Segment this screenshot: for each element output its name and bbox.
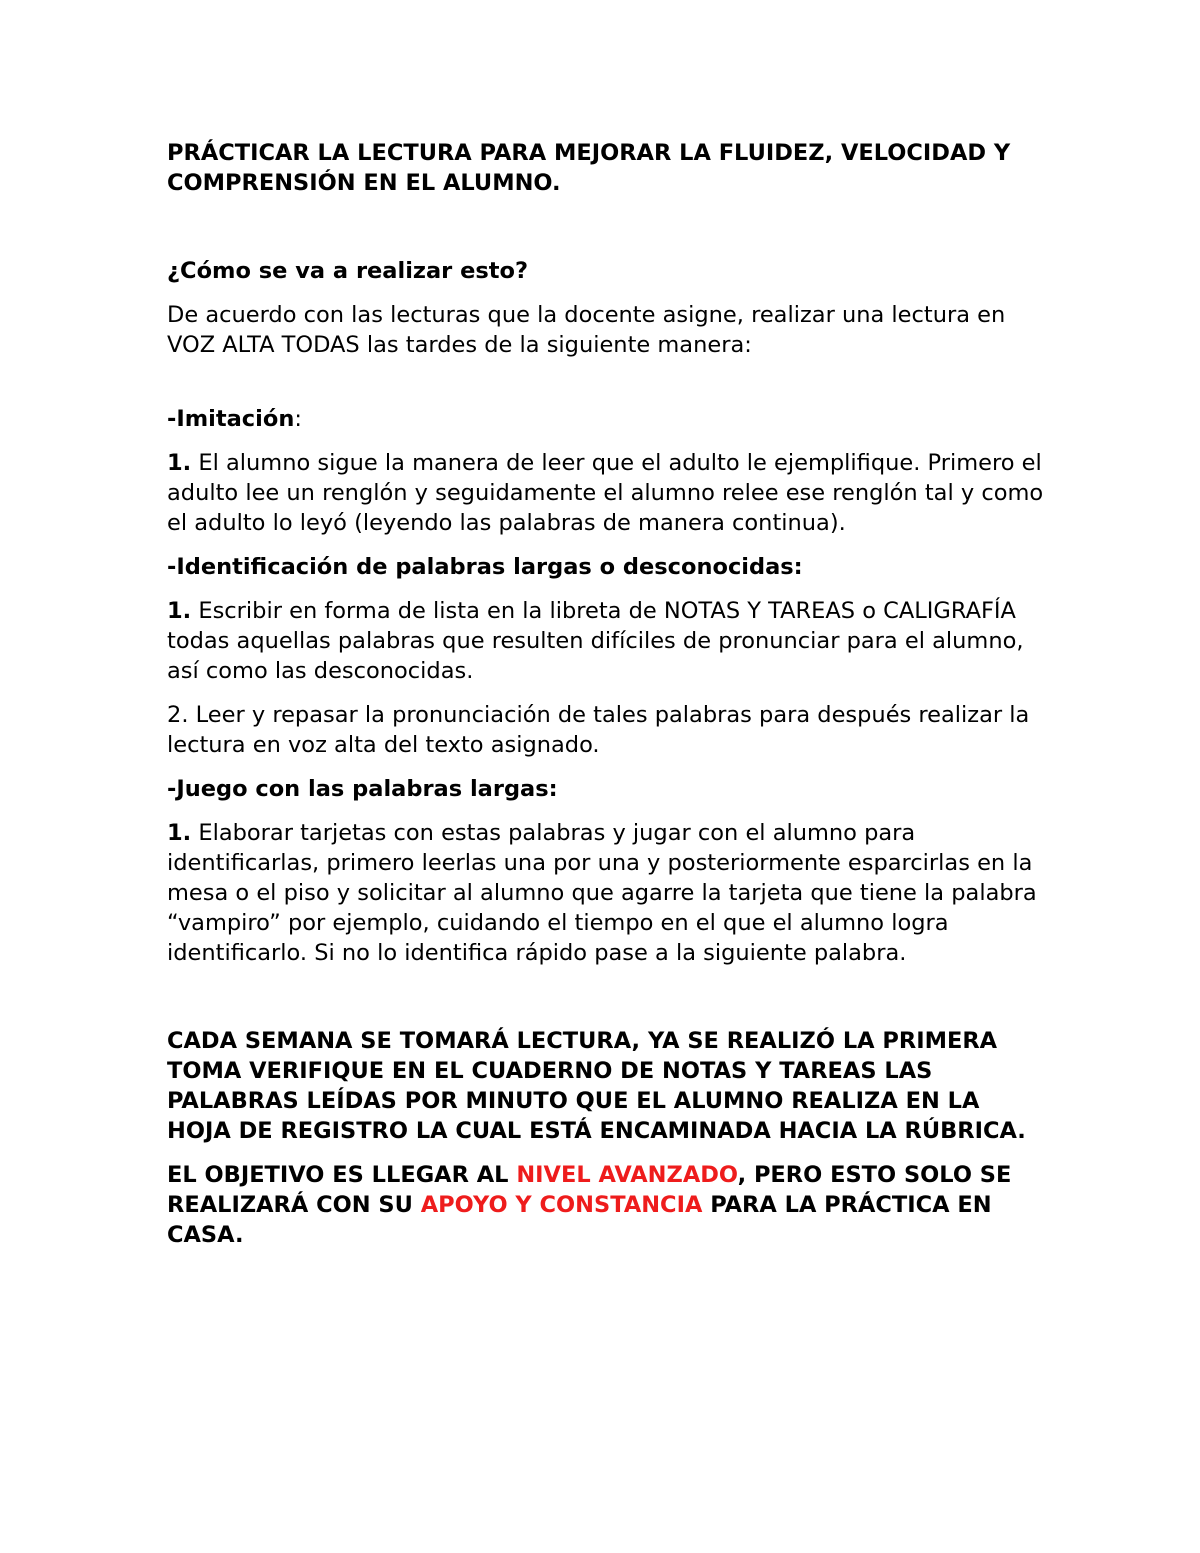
list-item [167,818,1047,968]
list-item [167,448,1047,538]
section-heading-juego [167,774,1047,804]
item-text: El alumno sigue la manera de leer que el adulto le ejemplifique. Primero el adulto lee un renglón y seguidamente el alumno relee ese renglón tal y como el adulto lo leyó (leyendo las palabras de manera continua). [167,450,1044,536]
section-heading-text: -Imitación [167,406,295,432]
list-item [167,596,1047,686]
item-number: 1. [167,820,192,846]
document-title: PRÁCTICAR LA LECTURA PARA MEJORAR LA FLUIDEZ, VELOCIDAD Y COMPRENSIÓN EN EL ALUMNO. [167,140,1011,196]
section-heading-text: -Juego con las palabras largas: [167,776,558,802]
objective-part-1: EL OBJETIVO ES LLEGAR AL [167,1162,517,1188]
document-page [167,138,1047,1250]
objective-part-3: PARA LA PRÁCTICA EN CASA. [167,1192,992,1248]
objective-highlight-nivel: NIVEL AVANZADO [516,1162,738,1188]
section-heading-text: -Identificación de palabras largas o desconocidas: [167,554,803,580]
objective-part-2: , PERO ESTO SOLO SE REALIZARÁ CON SU [167,1162,1012,1218]
section-heading-identificacion [167,552,1047,582]
intro-paragraph: De acuerdo con las lecturas que la docente asigne, realizar una lectura en VOZ ALTA TODAS las tardes de la siguiente manera: [167,302,1006,358]
section-heading-imitacion [167,404,1047,434]
list-item [167,700,1047,760]
item-text: Elaborar tarjetas con estas palabras y jugar con el alumno para identificarlas, primero leerlas una por una y posteriormente esparcirlas en la mesa o el piso y solicitar al alumno que agarre la tarjeta que tiene la palabra “vampiro” por ejemplo, cuidando el tiempo en el que el alumno logra identificarlo. Si no lo identifica rápido pase a la siguiente palabra. [167,820,1037,966]
item-text: 2. Leer y repasar la pronunciación de tales palabras para después realizar la lectura en voz alta del texto asignado. [167,702,1030,758]
objective-paragraph [167,1160,1047,1250]
question-heading: ¿Cómo se va a realizar esto? [167,258,529,284]
item-number: 1. [167,598,192,624]
item-text: Escribir en forma de lista en la libreta de NOTAS Y TAREAS o CALIGRAFÍA todas aquellas palabras que resulten difíciles de pronunciar para el alumno, así como las desconocidas. [167,598,1024,684]
weekly-notice: CADA SEMANA SE TOMARÁ LECTURA, YA SE REALIZÓ LA PRIMERA TOMA VERIFIQUE EN EL CUADERNO DE NOTAS Y TAREAS LAS PALABRAS LEÍDAS POR MINUTO QUE EL ALUMNO REALIZA EN LA HOJA DE REGISTRO LA CUAL ESTÁ ENCAMINADA HACIA LA RÚBRICA. [167,1028,1026,1144]
objective-highlight-apoyo: APOYO Y CONSTANCIA [420,1192,703,1218]
item-number: 1. [167,450,192,476]
section-heading-suffix: : [294,406,302,432]
